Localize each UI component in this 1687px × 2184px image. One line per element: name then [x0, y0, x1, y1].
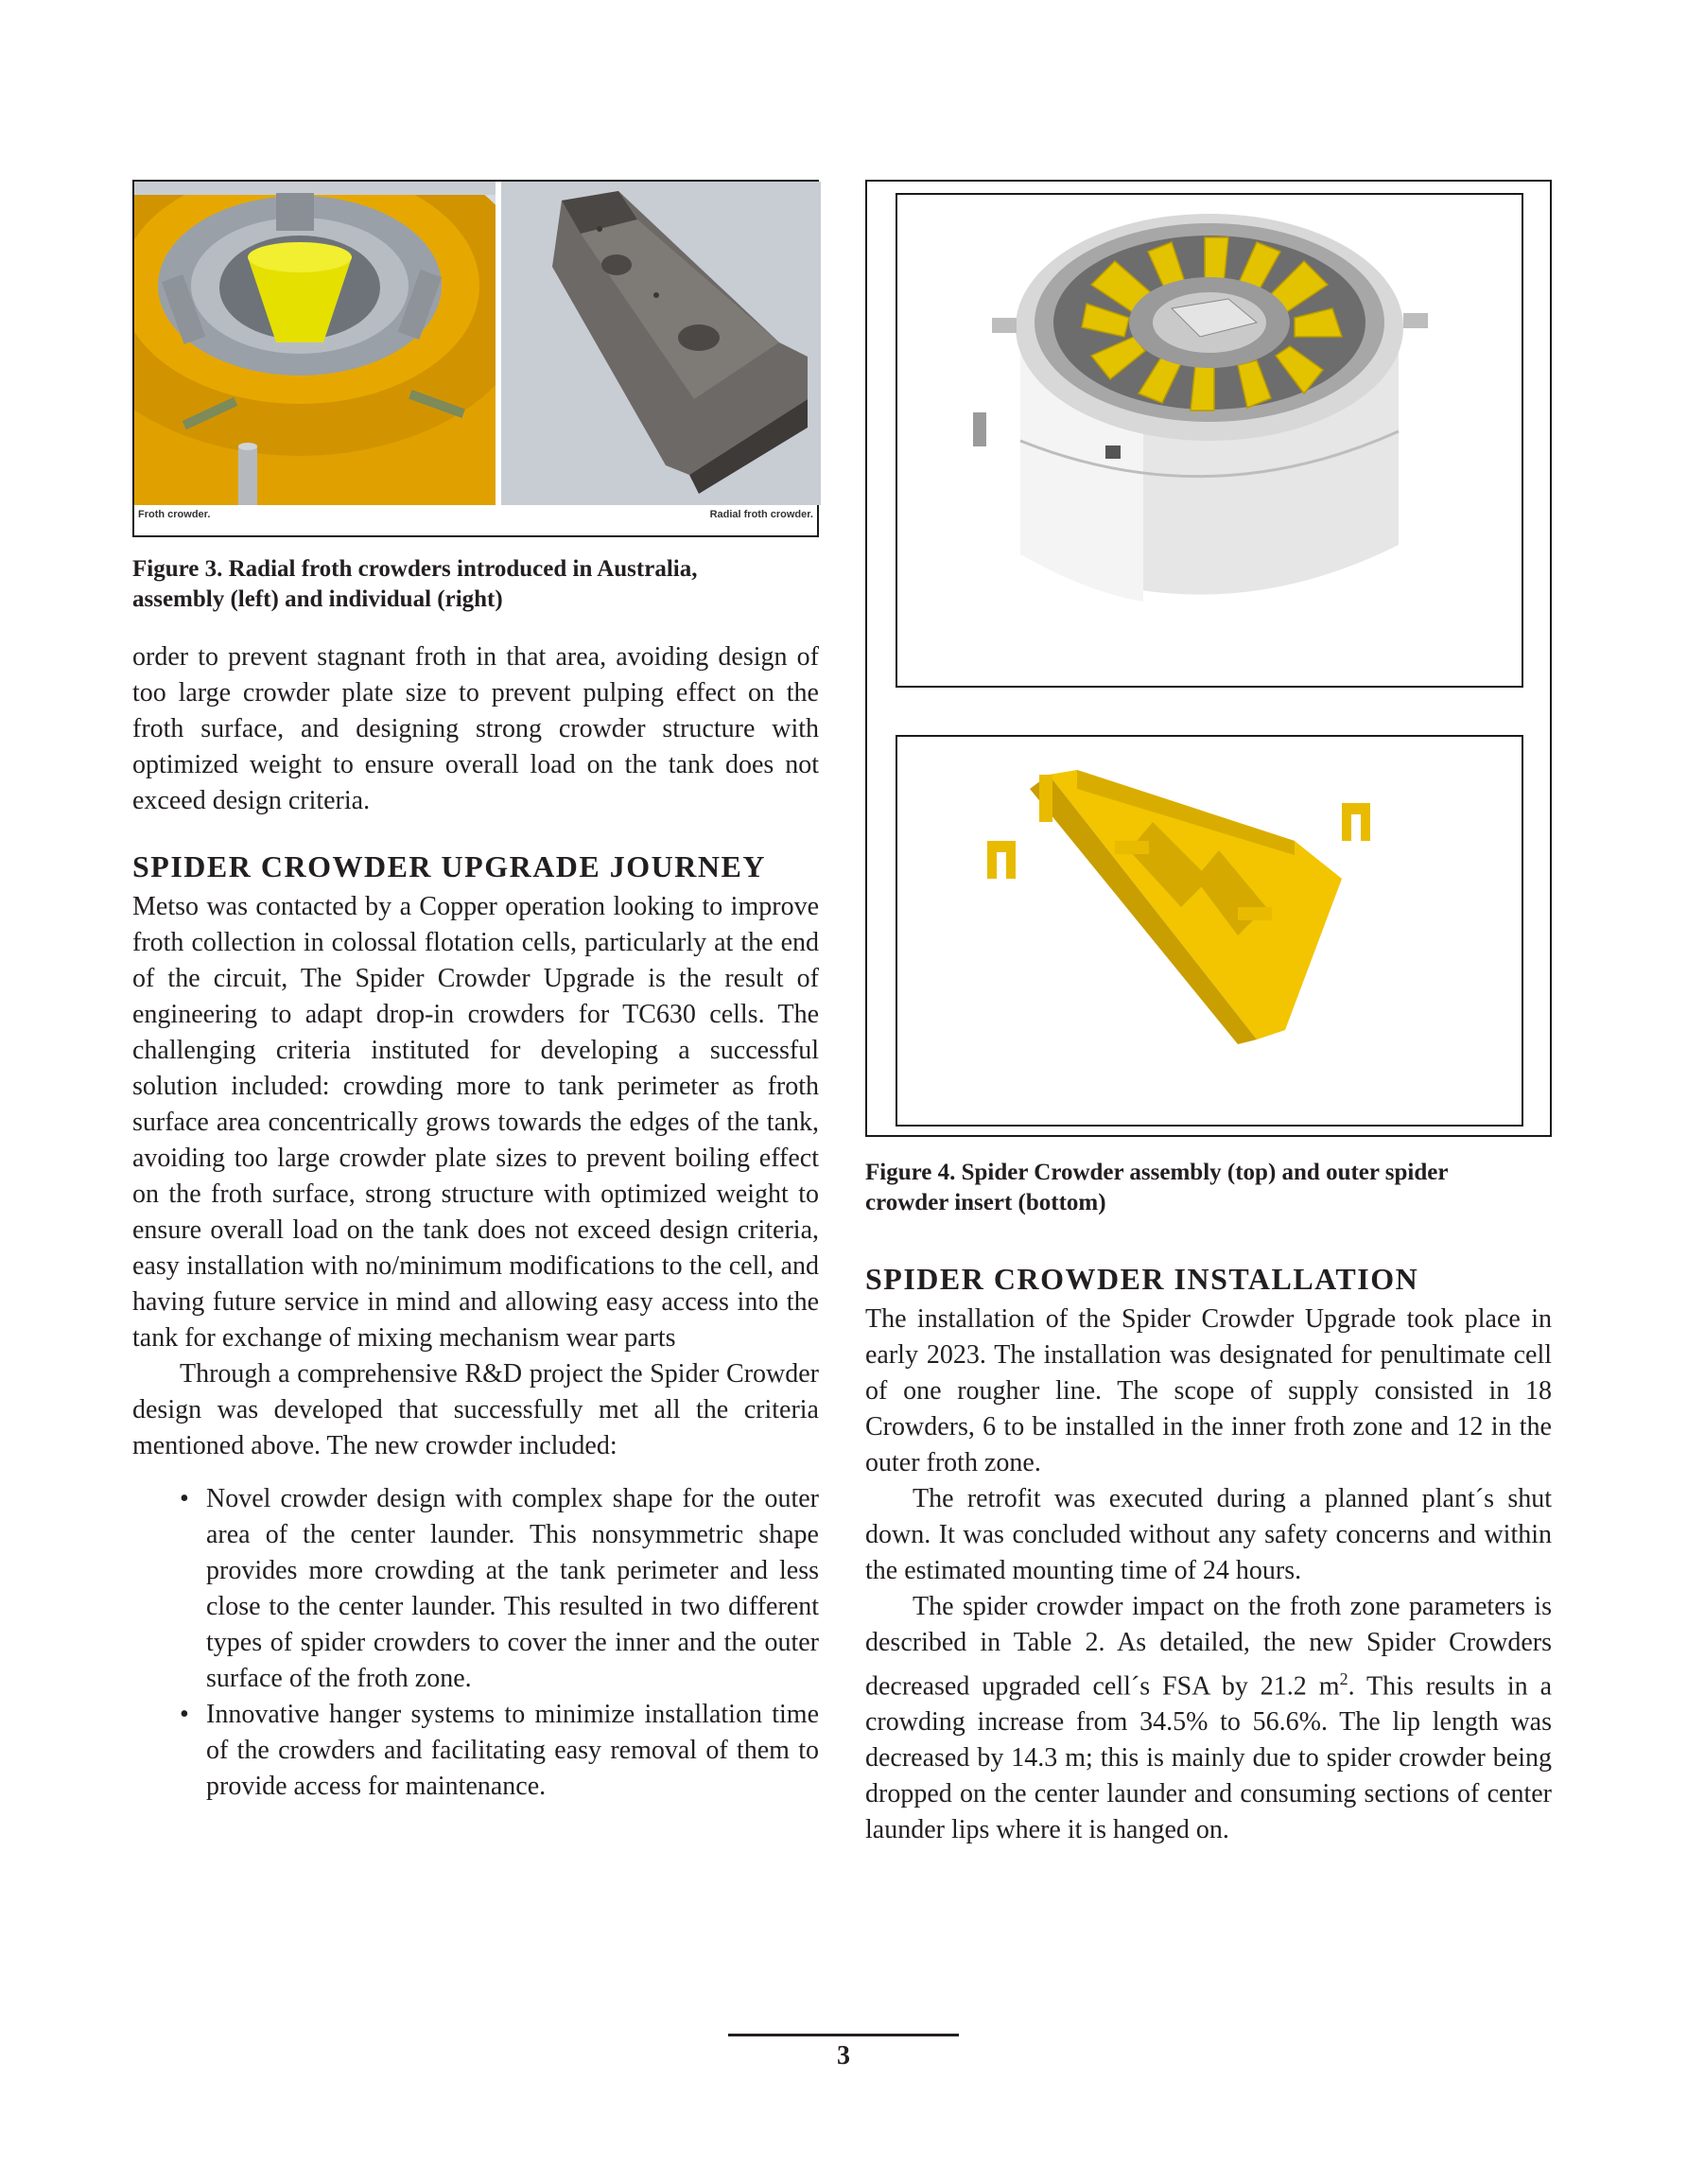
figure-4-caption [865, 1158, 1552, 1218]
left-column [132, 180, 819, 1805]
retrofit-paragraph: The retrofit was executed during a planned plant´s shut down. It was concluded without any safety concerns and within the estimated mounting time of 24 hours. [865, 1484, 1552, 1585]
list-item-text: Innovative hanger systems to minimize installation time of the crowders and facilitating easy removal of them to provide access for maintenance. [206, 1700, 819, 1801]
radial-froth-crowder-image [496, 182, 821, 505]
impact-paragraph [865, 1589, 1552, 1848]
figure-3-caption [132, 554, 819, 615]
figure-4-caption-line-2: crowder insert (bottom) [865, 1190, 1106, 1215]
figure-4-caption-line-1: Figure 4. Spider Crowder assembly (top) and outer spider [865, 1160, 1449, 1185]
list-item-text: Novel crowder design with complex shape for the outer area of the center launder. This nonsymmetric shape provides more crowding at the tank perimeter and less close to the center launder. This resulted in two different types of spider crowders to cover the inner and the outer surface of the froth zone. [206, 1484, 819, 1693]
upgrade-journey-paragraph: Metso was contacted by a Copper operation looking to improve froth collection in colossal flotation cells, particularly at the end of the circuit, The Spider Crowder Upgrade is the result of engineering to adapt drop-in crowders for TC630 cells. The challenging criteria instituted for developing a successful solution included: crowding more to tank perimeter as froth surface area concentrically grows towards the edges of the tank, avoiding too large crowder plate sizes to prevent boiling effect on the froth surface, strong structure with optimized weight to ensure overall load on the tank does not exceed design criteria, easy installation with no/minimum modifications to the cell, and having future service in mind and allowing easy access into the tank for exchange of mixing mechanism wear parts [132, 892, 819, 1353]
froth-crowder-assembly-image [134, 182, 496, 505]
crowder-features-list [132, 1481, 819, 1805]
superscript-two: 2 [1339, 1669, 1348, 1688]
continued-paragraph: order to prevent stagnant froth in that area, avoiding design of too large crowder plate size to prevent pulping effect on the froth surface, and designing strong crowder structure with optimized weight to ensure overall load on the tank does not exceed design criteria. [132, 642, 819, 815]
froth-crowder-label: Froth crowder. [138, 509, 211, 520]
footer-rule [728, 2034, 959, 2036]
impact-text-start: The spider crowder impact on the froth zone parameters is described in Table 2. As detailed, the new Spider Crowders decreased upgraded cell´s FSA by 21.2 m [865, 1592, 1552, 1702]
section-heading-upgrade-journey: SPIDER CROWDER UPGRADE JOURNEY [132, 849, 766, 883]
right-column [865, 180, 1552, 1848]
spider-crowder-assembly-image [896, 193, 1523, 688]
radial-froth-crowder-label: Radial froth crowder. [709, 509, 813, 520]
impact-text-end: . This results in a crowding increase from 34.5% to 56.6%. The lip length was decreased by 14.3 m; this is mainly due to spider crowder being dropped on the center launder and consuming sections of center launder lips where it is hanged on. [865, 1671, 1552, 1845]
figure-4 [865, 180, 1552, 1137]
outer-spider-crowder-insert-image [896, 735, 1523, 1127]
figure-3-caption-line-2: assembly (left) and individual (right) [132, 586, 503, 612]
figure-3 [132, 180, 819, 537]
page-number: 3 [837, 2041, 850, 2070]
bullet-icon: • [180, 1700, 189, 1729]
rd-project-paragraph: Through a comprehensive R&D project the Spider Crowder design was developed that successfully met all the criteria mentioned above. The new crowder included: [132, 1359, 819, 1460]
figure-3-caption-line-1: Figure 3. Radial froth crowders introduced in Australia, [132, 556, 698, 582]
section-heading-installation: SPIDER CROWDER INSTALLATION [865, 1262, 1419, 1296]
list-item [132, 1697, 819, 1805]
bullet-icon: • [180, 1484, 189, 1513]
installation-paragraph: The installation of the Spider Crowder Upgrade took place in early 2023. The installation was designated for penultimate cell of one rougher line. The scope of supply consisted in 18 Crowders, 6 to be installed in the inner froth zone and 12 in the outer froth zone. [865, 1304, 1552, 1477]
list-item [132, 1481, 819, 1697]
